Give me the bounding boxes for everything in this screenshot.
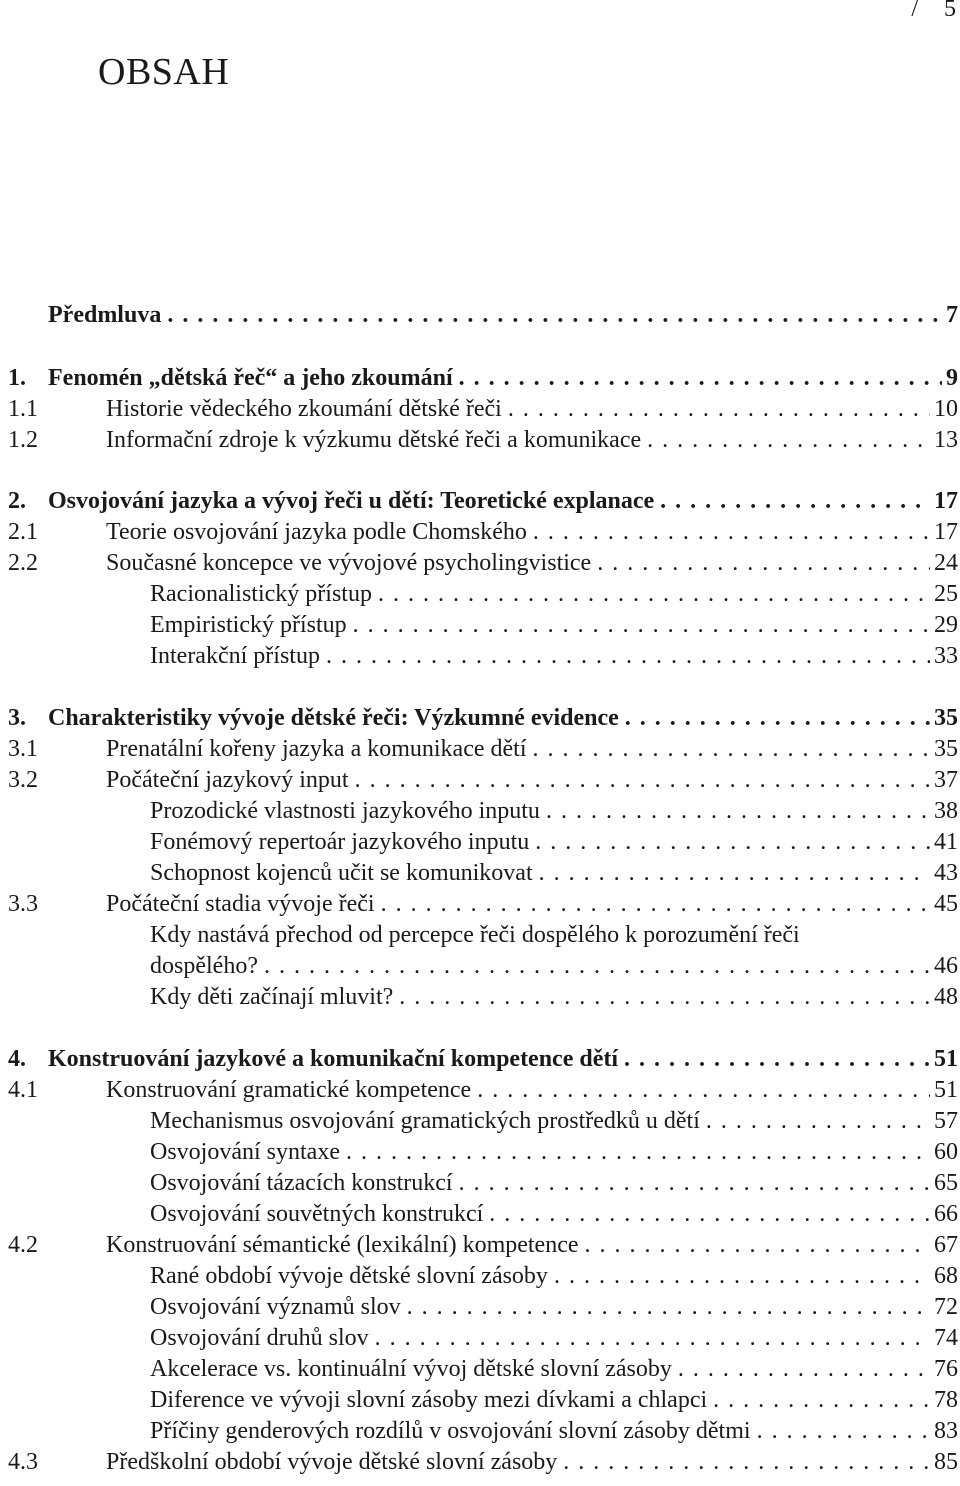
toc-entry-line bbox=[150, 1137, 958, 1167]
toc-entry bbox=[0, 1292, 958, 1322]
toc-entry-title: Fenomén „dětská řeč“ a jeho zkoumání bbox=[48, 365, 453, 391]
toc-entry-page: 17 bbox=[934, 488, 958, 514]
toc-entry-page: 43 bbox=[934, 860, 958, 886]
toc-entry-title: Diference ve vývoji slovní zásoby mezi dívkami a chlapci bbox=[150, 1387, 708, 1413]
toc-leader-dots bbox=[527, 734, 930, 764]
toc-entry bbox=[0, 858, 958, 888]
toc-leader-dots bbox=[483, 1199, 930, 1229]
toc-entry-title: Interakční přístup bbox=[150, 643, 320, 669]
toc-entry-title: Konstruování gramatické kompetence bbox=[106, 1077, 472, 1103]
toc-entry-title: Konstruování sémantické (lexikální) kompetence bbox=[106, 1232, 579, 1258]
folio-separator: / bbox=[911, 0, 918, 22]
toc-leader-dots bbox=[401, 1292, 930, 1322]
toc-entry-number: 2.1 bbox=[8, 519, 38, 545]
toc-entry-line bbox=[48, 300, 958, 330]
toc-leader-dots bbox=[340, 1137, 930, 1167]
toc-entry-title: Počáteční stadia vývoje řeči bbox=[106, 891, 375, 917]
toc-leader-dots bbox=[751, 1416, 930, 1446]
toc-entry bbox=[0, 1168, 958, 1198]
toc-entry-page: 67 bbox=[934, 1232, 958, 1258]
toc-entry-title: Předškolní období vývoje dětské slovní zásoby bbox=[106, 1449, 558, 1475]
toc-entry bbox=[0, 300, 958, 330]
toc-leader-dots bbox=[672, 1354, 930, 1384]
toc-entry bbox=[0, 734, 958, 764]
toc-entry bbox=[0, 765, 958, 795]
toc-entry-title: Charakteristiky vývoje dětské řeči: Výzkumné evidence bbox=[48, 705, 619, 731]
toc-entry bbox=[0, 1137, 958, 1167]
toc-leader-dots bbox=[369, 1323, 930, 1353]
toc-entry-number: 4.2 bbox=[8, 1232, 38, 1258]
toc-entry-page: 29 bbox=[934, 612, 958, 638]
toc-entry-page: 9 bbox=[946, 365, 958, 391]
toc-entry-page: 83 bbox=[934, 1418, 958, 1444]
toc-leader-dots bbox=[548, 1261, 930, 1291]
toc-entry bbox=[0, 889, 958, 919]
toc-entry-page: 10 bbox=[934, 396, 958, 422]
toc-entry-line bbox=[150, 1292, 958, 1322]
toc-entry-page: 7 bbox=[946, 302, 958, 328]
page-folio bbox=[911, 0, 956, 23]
toc-entry bbox=[0, 1230, 958, 1260]
toc-entry-title: Osvojování druhů slov bbox=[150, 1325, 369, 1351]
toc-entry-title: Prozodické vlastnosti jazykového inputu bbox=[150, 798, 540, 824]
toc-entry-number: 1.1 bbox=[8, 396, 38, 422]
toc-entry-title: Osvojování syntaxe bbox=[150, 1139, 340, 1165]
toc-leader-dots bbox=[347, 610, 930, 640]
toc-entry bbox=[0, 982, 958, 1012]
toc-entry-line bbox=[106, 734, 958, 764]
toc-entry-page: 68 bbox=[934, 1263, 958, 1289]
toc-entry-page: 60 bbox=[934, 1139, 958, 1165]
toc-leader-dots bbox=[529, 827, 930, 857]
toc-entry-page: 48 bbox=[934, 984, 958, 1010]
toc-entry-title: Současné koncepce ve vývojové psycholingvistice bbox=[106, 550, 592, 576]
toc-entry-line bbox=[150, 951, 958, 981]
toc-entry-page: 38 bbox=[934, 798, 958, 824]
toc-leader-dots bbox=[320, 641, 930, 671]
toc-entry bbox=[0, 951, 958, 981]
toc-leader-dots bbox=[641, 425, 930, 455]
toc-entry-title: Příčiny genderových rozdílů v osvojování slovní zásoby dětmi bbox=[150, 1418, 751, 1444]
toc-entry bbox=[0, 1323, 958, 1353]
toc-entry bbox=[0, 641, 958, 671]
toc-entry-line bbox=[150, 1323, 958, 1353]
toc-entry bbox=[0, 610, 958, 640]
toc-entry bbox=[0, 1354, 958, 1384]
toc-entry-number: 3.2 bbox=[8, 767, 38, 793]
toc-leader-dots bbox=[372, 579, 930, 609]
toc-entry-line bbox=[48, 703, 958, 733]
toc-entry-line bbox=[150, 1416, 958, 1446]
toc-entry-page: 46 bbox=[934, 953, 958, 979]
toc-entry-line bbox=[106, 425, 958, 455]
toc-entry bbox=[0, 1416, 958, 1446]
toc-entry-page: 37 bbox=[934, 767, 958, 793]
toc-entry-line bbox=[150, 858, 958, 888]
toc-leader-dots bbox=[349, 765, 930, 795]
toc-entry bbox=[0, 703, 958, 733]
toc-entry bbox=[0, 1044, 958, 1074]
toc-entry-page: 35 bbox=[934, 705, 958, 731]
toc-entry-title: Schopnost kojenců učit se komunikovat bbox=[150, 860, 533, 886]
toc-entry bbox=[0, 425, 958, 455]
toc-entry-title: Prenatální kořeny jazyka a komunikace dětí bbox=[106, 736, 527, 762]
toc-leader-dots bbox=[393, 982, 930, 1012]
toc-entry bbox=[0, 1106, 958, 1136]
toc-entry bbox=[0, 796, 958, 826]
toc-entry-line bbox=[106, 517, 958, 547]
toc-entry-title: Empiristický přístup bbox=[150, 612, 347, 638]
toc-entry-line bbox=[106, 765, 958, 795]
toc-entry bbox=[0, 486, 958, 516]
toc-entry-page: 51 bbox=[934, 1046, 958, 1072]
toc-entry bbox=[0, 1385, 958, 1415]
toc-entry-number: 2.2 bbox=[8, 550, 38, 576]
toc-entry-line bbox=[106, 1230, 958, 1260]
toc-entry-number: 3. bbox=[8, 705, 26, 731]
toc-entry-page: 78 bbox=[934, 1387, 958, 1413]
toc-leader-dots bbox=[375, 889, 930, 919]
toc-entry-line bbox=[150, 579, 958, 609]
toc-entry-title: Mechanismus osvojování gramatických prostředků u dětí bbox=[150, 1108, 700, 1134]
toc-leader-dots bbox=[591, 548, 930, 578]
toc-entry bbox=[0, 827, 958, 857]
toc-leader-dots bbox=[533, 858, 930, 888]
toc-entry-number: 3.1 bbox=[8, 736, 38, 762]
toc-entry-title: Konstruování jazykové a komunikační kompetence dětí bbox=[48, 1046, 619, 1072]
toc-entry-line bbox=[150, 610, 958, 640]
toc-entry bbox=[0, 579, 958, 609]
toc-entry-title: Historie vědeckého zkoumání dětské řeči bbox=[106, 396, 502, 422]
toc-entry bbox=[0, 394, 958, 424]
toc-entry-title: Teorie osvojování jazyka podle Chomského bbox=[106, 519, 527, 545]
toc-entry-title: Osvojování souvětných konstrukcí bbox=[150, 1201, 484, 1227]
toc-leader-dots bbox=[619, 703, 930, 733]
toc-entry-title: Fonémový repertoár jazykového inputu bbox=[150, 829, 530, 855]
toc-entry-title: Počáteční jazykový input bbox=[106, 767, 349, 793]
toc-entry-page: 74 bbox=[934, 1325, 958, 1351]
toc-entry-line bbox=[106, 394, 958, 424]
toc-entry-title: Osvojování tázacích konstrukcí bbox=[150, 1170, 453, 1196]
toc-entry-line bbox=[48, 1044, 958, 1074]
toc-entry-line bbox=[48, 486, 958, 516]
toc-entry bbox=[0, 1447, 958, 1477]
toc-entry-title: Akcelerace vs. kontinuální vývoj dětské slovní zásoby bbox=[150, 1356, 672, 1382]
toc-entry-number: 4.1 bbox=[8, 1077, 38, 1103]
toc-entry bbox=[0, 920, 958, 950]
toc-leader-dots bbox=[502, 394, 930, 424]
toc-entry bbox=[0, 1075, 958, 1105]
toc-entry-title: Racionalistický přístup bbox=[150, 581, 372, 607]
toc-entry-title: Předmluva bbox=[48, 302, 162, 328]
toc-entry bbox=[0, 548, 958, 578]
toc-entry-number: 2. bbox=[8, 488, 26, 514]
toc-entry-number: 4. bbox=[8, 1046, 26, 1072]
toc-entry-line bbox=[150, 1199, 958, 1229]
toc-entry-page: 33 bbox=[934, 643, 958, 669]
toc-entry bbox=[0, 1199, 958, 1229]
toc-entry-page: 35 bbox=[934, 736, 958, 762]
toc-leader-dots bbox=[707, 1385, 930, 1415]
toc-entry bbox=[0, 1261, 958, 1291]
toc-entry-line bbox=[150, 1354, 958, 1384]
toc-leader-dots bbox=[453, 1168, 930, 1198]
toc-entry-title: Rané období vývoje dětské slovní zásoby bbox=[150, 1263, 548, 1289]
toc-entry-page: 76 bbox=[934, 1356, 958, 1382]
toc-entry bbox=[0, 517, 958, 547]
toc-leader-dots bbox=[471, 1075, 930, 1105]
toc-entry-page: 85 bbox=[934, 1449, 958, 1475]
toc-entry-number: 1.2 bbox=[8, 427, 38, 453]
toc-entry-line bbox=[106, 1447, 958, 1477]
toc-entry-title: dospělého? bbox=[150, 953, 258, 979]
toc-entry-line bbox=[150, 796, 958, 826]
toc-entry-page: 45 bbox=[934, 891, 958, 917]
toc-entry-page: 17 bbox=[934, 519, 958, 545]
toc-leader-dots bbox=[618, 1044, 930, 1074]
toc-entry-title: Informační zdroje k výzkumu dětské řeči a komunikace bbox=[106, 427, 642, 453]
toc-entry-line bbox=[150, 1261, 958, 1291]
toc-entry-title: Osvojování významů slov bbox=[150, 1294, 401, 1320]
toc-entry-page: 57 bbox=[934, 1108, 958, 1134]
toc-leader-dots bbox=[557, 1447, 930, 1477]
toc-entry-page: 13 bbox=[934, 427, 958, 453]
toc-entry-title: Kdy nastává přechod od percepce řeči dospělého k porozumění řeči bbox=[150, 922, 800, 948]
toc-entry-page: 51 bbox=[934, 1077, 958, 1103]
toc-entry-page: 72 bbox=[934, 1294, 958, 1320]
toc-leader-dots bbox=[527, 517, 930, 547]
folio-page-number: 5 bbox=[944, 0, 956, 22]
toc-leader-dots bbox=[258, 951, 930, 981]
toc-entry-line bbox=[106, 1075, 958, 1105]
toc-entry-line bbox=[150, 1168, 958, 1198]
page-title: OBSAH bbox=[98, 51, 230, 93]
toc-entry-line bbox=[150, 641, 958, 671]
toc-entry-line bbox=[150, 1106, 958, 1136]
toc-entry-line bbox=[48, 363, 958, 393]
toc-entry-line bbox=[150, 982, 958, 1012]
toc-entry-line bbox=[106, 889, 958, 919]
toc-leader-dots bbox=[453, 363, 942, 393]
toc-leader-dots bbox=[654, 486, 930, 516]
toc-entry-page: 65 bbox=[934, 1170, 958, 1196]
toc-entry-line bbox=[150, 1385, 958, 1415]
toc-entry-page: 66 bbox=[934, 1201, 958, 1227]
toc-entry-page: 41 bbox=[934, 829, 958, 855]
toc-entry-number: 4.3 bbox=[8, 1449, 38, 1475]
toc-entry-line bbox=[106, 548, 958, 578]
toc-entry-title: Osvojování jazyka a vývoj řeči u dětí: Teoretické explanace bbox=[48, 488, 655, 514]
toc-entry-page: 25 bbox=[934, 581, 958, 607]
toc-entry-line bbox=[150, 827, 958, 857]
toc-entry-number: 3.3 bbox=[8, 891, 38, 917]
toc-entry-page: 24 bbox=[934, 550, 958, 576]
toc-leader-dots bbox=[161, 300, 942, 330]
toc-leader-dots bbox=[700, 1106, 930, 1136]
toc-leader-dots bbox=[540, 796, 930, 826]
toc-entry-line bbox=[150, 920, 800, 950]
toc-leader-dots bbox=[579, 1230, 930, 1260]
toc-entry-title: Kdy děti začínají mluvit? bbox=[150, 984, 394, 1010]
toc-entry-number: 1. bbox=[8, 365, 26, 391]
toc-entry bbox=[0, 363, 958, 393]
